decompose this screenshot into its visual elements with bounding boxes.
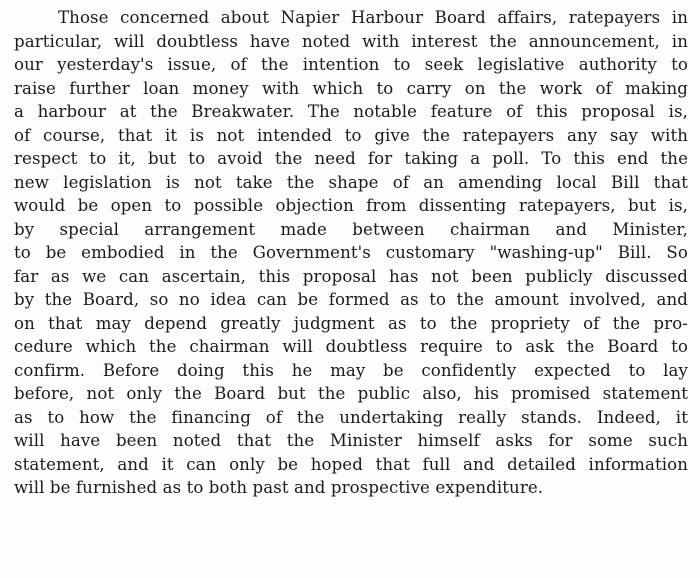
paragraph-line: would be open to possible objection from dissenting ratepayers, but is, [14, 196, 688, 215]
paragraph-line: far as we can ascertain, this proposal has not been publicly discussed [14, 266, 688, 286]
paragraph-line: before, not only the Board but the public also, his promised statement [14, 384, 688, 403]
paragraph-line: confirm. Before doing this he may be confidently expected to lay [14, 360, 688, 380]
paragraph-line: to be embodied in the Government's customary "washing-up" Bill. So [14, 243, 688, 262]
paragraph-line: will be furnished as to both past and prospective expenditure. [14, 478, 544, 497]
paragraph-line: of course, that it is not intended to give the ratepayers any say with [14, 125, 688, 145]
paragraph-line: raise further loan money with which to carry on the work of making [14, 78, 688, 98]
editorial-paragraph [14, 6, 688, 500]
paragraph-line: cedure which the chairman will doubtless require to ask the Board to [14, 337, 688, 356]
paragraph-line: Those concerned about Napier Harbour Board affairs, ratepayers in [58, 8, 688, 27]
paragraph-line: statement, and it can only be hoped that full and detailed information [14, 454, 688, 474]
paragraph-line: on that may depend greatly judgment as to the propriety of the pro- [14, 313, 688, 333]
paragraph-line: as to how the financing of the undertaking really stands. Indeed, it [14, 407, 688, 427]
paragraph-line: will have been noted that the Minister himself asks for some such [14, 431, 688, 450]
paragraph-line: particular, will doubtless have noted with interest the announcement, in [14, 31, 688, 51]
paragraph-line: our yesterday's issue, of the intention to seek legislative authority to [14, 55, 688, 74]
paragraph-line: respect to it, but to avoid the need for taking a poll. To this end the [14, 149, 688, 168]
paragraph-line: a harbour at the Breakwater. The notable feature of this proposal is, [14, 102, 688, 121]
paragraph-line: by the Board, so no idea can be formed as to the amount involved, and [14, 290, 688, 309]
paragraph-line: by special arrangement made between chairman and Minister, [14, 219, 688, 239]
paragraph-line: new legislation is not take the shape of an amending local Bill that [14, 172, 688, 192]
